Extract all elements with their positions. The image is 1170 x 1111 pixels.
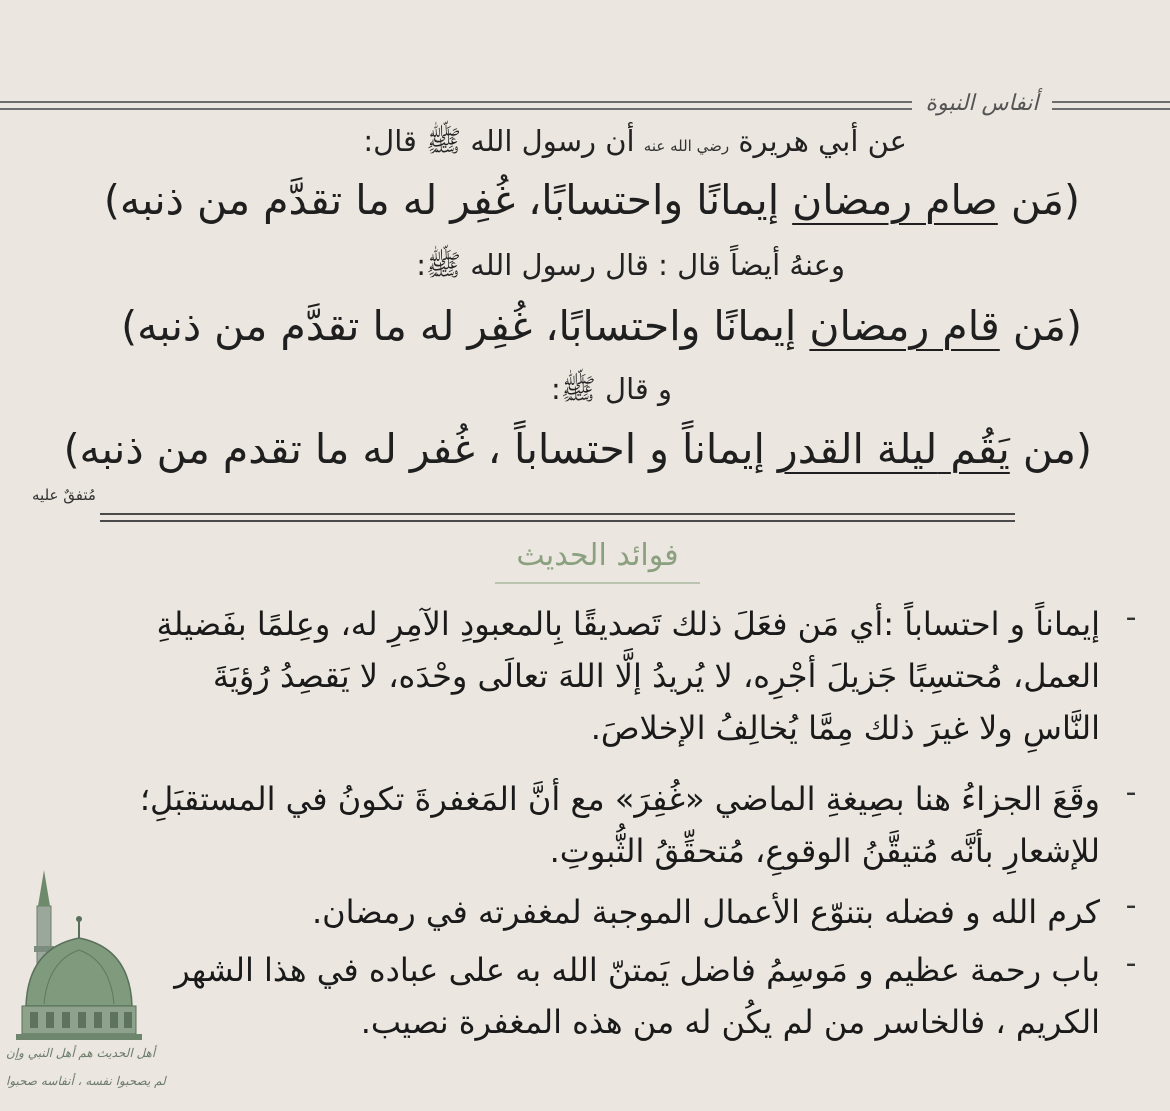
hadith3-text-b: إيماناً و احتساباً ، غُفر له ما تقدم من ذنبه): [63, 425, 778, 473]
middle-rule-2: [100, 520, 1015, 522]
hadith1-intro-b: أن رسول الله ﷺ قال:: [363, 124, 635, 158]
brand-logo: أنفاس النبوة: [912, 84, 1052, 124]
hadith2-text-a: (مَن: [999, 302, 1082, 350]
hadith3-text: [64, 425, 1092, 473]
hadith1-text: [104, 176, 1080, 224]
bullet-dash: -: [1125, 775, 1137, 810]
benefit-item-2: [60, 773, 1100, 877]
middle-rule-1: [100, 513, 1015, 515]
bullet-dash: -: [1125, 888, 1137, 923]
benefit-1-line-3: النَّاسِ ولا غيرَ ذلك مِمَّا يُخالِفُ الإخلاصَ.: [590, 709, 1100, 747]
bullet-dash: -: [1125, 946, 1137, 981]
hadith3-space: [937, 425, 950, 473]
hadith1-text-a: (مَن: [997, 176, 1080, 224]
hadith1-intro-a: عن أبي هريرة: [738, 124, 907, 158]
hadith1-underlined: صام رمضان: [792, 176, 998, 224]
benefit-item-1: [60, 598, 1100, 754]
hadith3-text-a: (من: [1009, 425, 1092, 473]
benefit-1-line-2: العمل، مُحتسِبًا جَزيلَ أجْرِه، لا يُريدُ إلَّا اللهَ تعالَى وحْدَه، لا يَقصِدُ رُؤيَةَ: [212, 657, 1100, 695]
benefit-item-4: [60, 944, 1100, 1048]
hadith3-underlined-2: ليلة القدر: [777, 425, 938, 473]
caption-line-2: لم يصحبوا نفسه ، أنفاسه صحبوا: [6, 1074, 166, 1088]
benefit-2-line-1: وقَعَ الجزاءُ هنا بصِيغةِ الماضي «غُفِرَ» مع أنَّ المَغفرةَ تكونُ في المستقبَلِ؛: [139, 780, 1100, 818]
benefit-4-line-1: باب رحمة عظيم و مَوسِمُ فاضل يَمتنّ الله به على عباده في هذا الشهر: [174, 951, 1100, 989]
benefit-2-line-2: للإشعارِ بأنَّه مُتيقَّنُ الوقوعِ، مُتحقِّقُ الثُّبوتِ.: [549, 832, 1100, 870]
benefit-3-line-1: كرم الله و فضله بتنوّع الأعمال الموجبة لمغفرته في رمضان.: [311, 893, 1100, 931]
hadith2-text: [121, 302, 1082, 350]
hadith1-text-b: إيمانًا واحتسابًا، غُفِر له ما تقدَّم من ذنبه): [103, 176, 793, 224]
hadith1-intro: [363, 124, 907, 166]
hadith3-intro: و قال ﷺ:: [550, 372, 672, 406]
hadith3-underlined-1: يَقُم: [950, 425, 1010, 473]
benefits-heading: فوائد الحديث: [495, 532, 700, 584]
mosque-dome-icon: [4, 866, 154, 1056]
benefit-item-3: [60, 886, 1100, 938]
benefit-1-line-1: إيماناً و احتساباً :أي مَن فعَلَ ذلك تَصديقًا بِالمعبودِ الآمِرِ له، وعِلمًا بفَضيلةِ: [156, 605, 1100, 643]
hadith2-text-b: إيمانًا واحتسابًا، غُفِر له ما تقدَّم من ذنبه): [121, 302, 810, 350]
hadith2-underlined: قام رمضان: [809, 302, 1000, 350]
bullet-dash: -: [1125, 600, 1137, 635]
hadith1-honorific: رضي الله عنه: [643, 137, 730, 155]
source-note: مُتفقٌ عليه: [32, 486, 96, 504]
hadith2-intro: وعنهُ أيضاً قال : قال رسول الله ﷺ:: [416, 248, 845, 282]
benefit-4-line-2: الكريم ، فالخاسر من لم يكُن له من هذه المغفرة نصيب.: [360, 1003, 1100, 1041]
caption-line-1: أهل الحديث هم أهل النبي وإن: [6, 1046, 156, 1060]
